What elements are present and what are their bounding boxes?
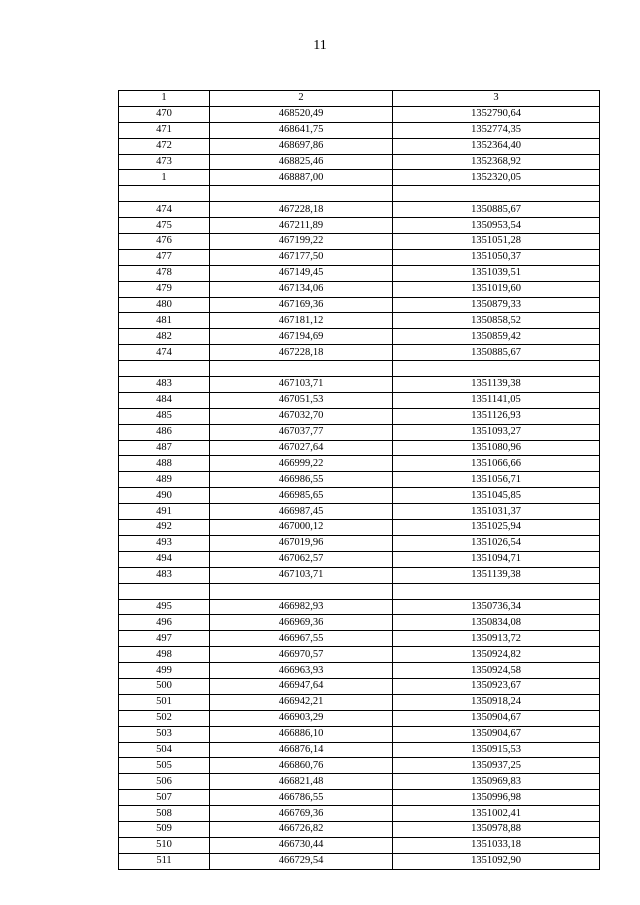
x-coordinate-cell: 468825,46 (210, 154, 393, 170)
table-row (119, 202, 600, 218)
table-row (119, 392, 600, 408)
table-row (119, 758, 600, 774)
y-coordinate-cell: 1350978,88 (393, 821, 600, 837)
y-coordinate-cell: 1351094,71 (393, 551, 600, 567)
point-number-cell: 488 (119, 456, 210, 472)
table-header-row (119, 91, 600, 107)
y-coordinate-cell: 1351031,37 (393, 504, 600, 520)
table-row (119, 313, 600, 329)
x-coordinate-cell: 467228,18 (210, 202, 393, 218)
point-number-cell: 487 (119, 440, 210, 456)
point-number-cell: 493 (119, 535, 210, 551)
point-number-cell: 483 (119, 377, 210, 393)
y-coordinate-cell: 1350885,67 (393, 202, 600, 218)
point-number-cell: 478 (119, 265, 210, 281)
table-row (119, 345, 600, 361)
y-coordinate-cell: 1351025,94 (393, 520, 600, 536)
y-coordinate-cell: 1351039,51 (393, 265, 600, 281)
table-row (119, 551, 600, 567)
x-coordinate-cell: 467177,50 (210, 249, 393, 265)
point-number-cell: 471 (119, 122, 210, 138)
table-row (119, 806, 600, 822)
x-coordinate-cell: 466982,93 (210, 599, 393, 615)
table-row (119, 774, 600, 790)
y-coordinate-cell: 1351050,37 (393, 249, 600, 265)
y-coordinate-cell: 1350923,67 (393, 678, 600, 694)
point-number-cell: 503 (119, 726, 210, 742)
y-coordinate-cell: 1351126,93 (393, 408, 600, 424)
table-row (119, 138, 600, 154)
y-coordinate-cell: 1350996,98 (393, 790, 600, 806)
y-coordinate-cell: 1351080,96 (393, 440, 600, 456)
point-number-cell: 505 (119, 758, 210, 774)
y-coordinate-cell: 1350904,67 (393, 726, 600, 742)
y-coordinate-cell: 1350858,52 (393, 313, 600, 329)
x-coordinate-cell: 467181,12 (210, 313, 393, 329)
table-row (119, 122, 600, 138)
table-row (119, 186, 600, 202)
y-coordinate-cell: 1350953,54 (393, 218, 600, 234)
point-number-cell: 508 (119, 806, 210, 822)
y-coordinate-cell: 1350924,82 (393, 647, 600, 663)
y-coordinate-cell: 1351141,05 (393, 392, 600, 408)
table-row (119, 440, 600, 456)
point-number-cell: 511 (119, 853, 210, 869)
table-row (119, 821, 600, 837)
point-number-cell (119, 583, 210, 599)
y-coordinate-cell: 1350859,42 (393, 329, 600, 345)
table-row (119, 234, 600, 250)
x-coordinate-cell: 466876,14 (210, 742, 393, 758)
y-coordinate-cell: 1351026,54 (393, 535, 600, 551)
point-number-cell: 492 (119, 520, 210, 536)
x-coordinate-cell: 466730,44 (210, 837, 393, 853)
x-coordinate-cell: 467103,71 (210, 377, 393, 393)
y-coordinate-cell: 1351139,38 (393, 377, 600, 393)
table-row (119, 790, 600, 806)
x-coordinate-cell: 468641,75 (210, 122, 393, 138)
x-coordinate-cell: 468697,86 (210, 138, 393, 154)
table-body (119, 106, 600, 869)
x-coordinate-cell: 467103,71 (210, 567, 393, 583)
y-coordinate-cell: 1351056,71 (393, 472, 600, 488)
table-row (119, 154, 600, 170)
table-row (119, 329, 600, 345)
point-number-cell: 474 (119, 345, 210, 361)
table-row (119, 377, 600, 393)
x-coordinate-cell: 467211,89 (210, 218, 393, 234)
x-coordinate-cell: 466987,45 (210, 504, 393, 520)
x-coordinate-cell: 467169,36 (210, 297, 393, 313)
table-row (119, 520, 600, 536)
point-number-cell: 482 (119, 329, 210, 345)
y-coordinate-cell: 1350915,53 (393, 742, 600, 758)
point-number-cell: 494 (119, 551, 210, 567)
x-coordinate-cell: 466886,10 (210, 726, 393, 742)
x-coordinate-cell: 467000,12 (210, 520, 393, 536)
table-row (119, 408, 600, 424)
table-row (119, 504, 600, 520)
y-coordinate-cell: 1350969,83 (393, 774, 600, 790)
x-coordinate-cell: 466726,82 (210, 821, 393, 837)
x-coordinate-cell: 466969,36 (210, 615, 393, 631)
y-coordinate-cell: 1351002,41 (393, 806, 600, 822)
table-row (119, 663, 600, 679)
table-row (119, 631, 600, 647)
point-number-cell: 506 (119, 774, 210, 790)
point-number-cell: 476 (119, 234, 210, 250)
point-number-cell: 472 (119, 138, 210, 154)
x-coordinate-cell: 466786,55 (210, 790, 393, 806)
x-coordinate-cell: 466986,55 (210, 472, 393, 488)
y-coordinate-cell: 1350913,72 (393, 631, 600, 647)
table-row (119, 218, 600, 234)
table-row (119, 853, 600, 869)
x-coordinate-cell: 467051,53 (210, 392, 393, 408)
x-coordinate-cell: 467037,77 (210, 424, 393, 440)
x-coordinate-cell (210, 361, 393, 377)
point-number-cell: 495 (119, 599, 210, 615)
table-row (119, 694, 600, 710)
table-row (119, 726, 600, 742)
table-row (119, 424, 600, 440)
header-cell-x: 2 (210, 91, 393, 107)
table-row (119, 567, 600, 583)
table-row (119, 615, 600, 631)
x-coordinate-cell: 466942,21 (210, 694, 393, 710)
table-row (119, 297, 600, 313)
x-coordinate-cell: 467019,96 (210, 535, 393, 551)
y-coordinate-cell: 1352790,64 (393, 106, 600, 122)
table-row (119, 456, 600, 472)
x-coordinate-cell: 466729,54 (210, 853, 393, 869)
point-number-cell: 477 (119, 249, 210, 265)
y-coordinate-cell: 1351051,28 (393, 234, 600, 250)
y-coordinate-cell: 1351092,90 (393, 853, 600, 869)
x-coordinate-cell: 466985,65 (210, 488, 393, 504)
x-coordinate-cell: 468520,49 (210, 106, 393, 122)
x-coordinate-cell: 467027,64 (210, 440, 393, 456)
y-coordinate-cell: 1352320,05 (393, 170, 600, 186)
x-coordinate-cell: 466821,48 (210, 774, 393, 790)
point-number-cell: 510 (119, 837, 210, 853)
y-coordinate-cell (393, 186, 600, 202)
y-coordinate-cell: 1350937,25 (393, 758, 600, 774)
y-coordinate-cell: 1350879,33 (393, 297, 600, 313)
table-row (119, 361, 600, 377)
table-row (119, 281, 600, 297)
table-row (119, 249, 600, 265)
y-coordinate-cell: 1350885,67 (393, 345, 600, 361)
x-coordinate-cell: 467199,22 (210, 234, 393, 250)
x-coordinate-cell: 466967,55 (210, 631, 393, 647)
x-coordinate-cell: 466903,29 (210, 710, 393, 726)
table-row (119, 742, 600, 758)
point-number-cell: 496 (119, 615, 210, 631)
x-coordinate-cell: 467062,57 (210, 551, 393, 567)
x-coordinate-cell: 467228,18 (210, 345, 393, 361)
y-coordinate-cell: 1352364,40 (393, 138, 600, 154)
point-number-cell: 498 (119, 647, 210, 663)
page-number: 11 (313, 38, 327, 53)
point-number-cell: 473 (119, 154, 210, 170)
table-row (119, 106, 600, 122)
table-row (119, 265, 600, 281)
y-coordinate-cell: 1350924,58 (393, 663, 600, 679)
header-cell-y: 3 (393, 91, 600, 107)
point-number-cell: 500 (119, 678, 210, 694)
y-coordinate-cell (393, 583, 600, 599)
point-number-cell: 509 (119, 821, 210, 837)
point-number-cell: 1 (119, 170, 210, 186)
x-coordinate-cell: 466999,22 (210, 456, 393, 472)
y-coordinate-cell: 1350904,67 (393, 710, 600, 726)
point-number-cell: 479 (119, 281, 210, 297)
point-number-cell: 486 (119, 424, 210, 440)
table-row (119, 710, 600, 726)
point-number-cell: 483 (119, 567, 210, 583)
point-number-cell: 499 (119, 663, 210, 679)
x-coordinate-cell: 467194,69 (210, 329, 393, 345)
x-coordinate-cell (210, 186, 393, 202)
coordinates-table (118, 90, 600, 870)
table-row (119, 472, 600, 488)
point-number-cell: 475 (119, 218, 210, 234)
y-coordinate-cell: 1351093,27 (393, 424, 600, 440)
point-number-cell: 470 (119, 106, 210, 122)
y-coordinate-cell: 1350736,34 (393, 599, 600, 615)
x-coordinate-cell: 466860,76 (210, 758, 393, 774)
table-row (119, 837, 600, 853)
table-row (119, 488, 600, 504)
table-row (119, 170, 600, 186)
point-number-cell: 504 (119, 742, 210, 758)
point-number-cell: 502 (119, 710, 210, 726)
y-coordinate-cell: 1351139,38 (393, 567, 600, 583)
x-coordinate-cell: 467149,45 (210, 265, 393, 281)
point-number-cell: 480 (119, 297, 210, 313)
point-number-cell: 497 (119, 631, 210, 647)
y-coordinate-cell: 1351066,66 (393, 456, 600, 472)
table-row (119, 535, 600, 551)
x-coordinate-cell: 466947,64 (210, 678, 393, 694)
point-number-cell: 491 (119, 504, 210, 520)
point-number-cell (119, 361, 210, 377)
table-row (119, 599, 600, 615)
y-coordinate-cell (393, 361, 600, 377)
header-cell-point: 1 (119, 91, 210, 107)
x-coordinate-cell: 467032,70 (210, 408, 393, 424)
point-number-cell: 501 (119, 694, 210, 710)
x-coordinate-cell: 467134,06 (210, 281, 393, 297)
y-coordinate-cell: 1350918,24 (393, 694, 600, 710)
y-coordinate-cell: 1352368,92 (393, 154, 600, 170)
table-row (119, 583, 600, 599)
point-number-cell: 490 (119, 488, 210, 504)
point-number-cell: 507 (119, 790, 210, 806)
y-coordinate-cell: 1351033,18 (393, 837, 600, 853)
x-coordinate-cell: 466970,57 (210, 647, 393, 663)
y-coordinate-cell: 1351045,85 (393, 488, 600, 504)
point-number-cell: 474 (119, 202, 210, 218)
point-number-cell: 485 (119, 408, 210, 424)
y-coordinate-cell: 1351019,60 (393, 281, 600, 297)
y-coordinate-cell: 1350834,08 (393, 615, 600, 631)
x-coordinate-cell: 468887,00 (210, 170, 393, 186)
y-coordinate-cell: 1352774,35 (393, 122, 600, 138)
x-coordinate-cell: 466963,93 (210, 663, 393, 679)
table-row (119, 647, 600, 663)
x-coordinate-cell (210, 583, 393, 599)
point-number-cell: 481 (119, 313, 210, 329)
table-row (119, 678, 600, 694)
point-number-cell: 484 (119, 392, 210, 408)
x-coordinate-cell: 466769,36 (210, 806, 393, 822)
point-number-cell: 489 (119, 472, 210, 488)
point-number-cell (119, 186, 210, 202)
